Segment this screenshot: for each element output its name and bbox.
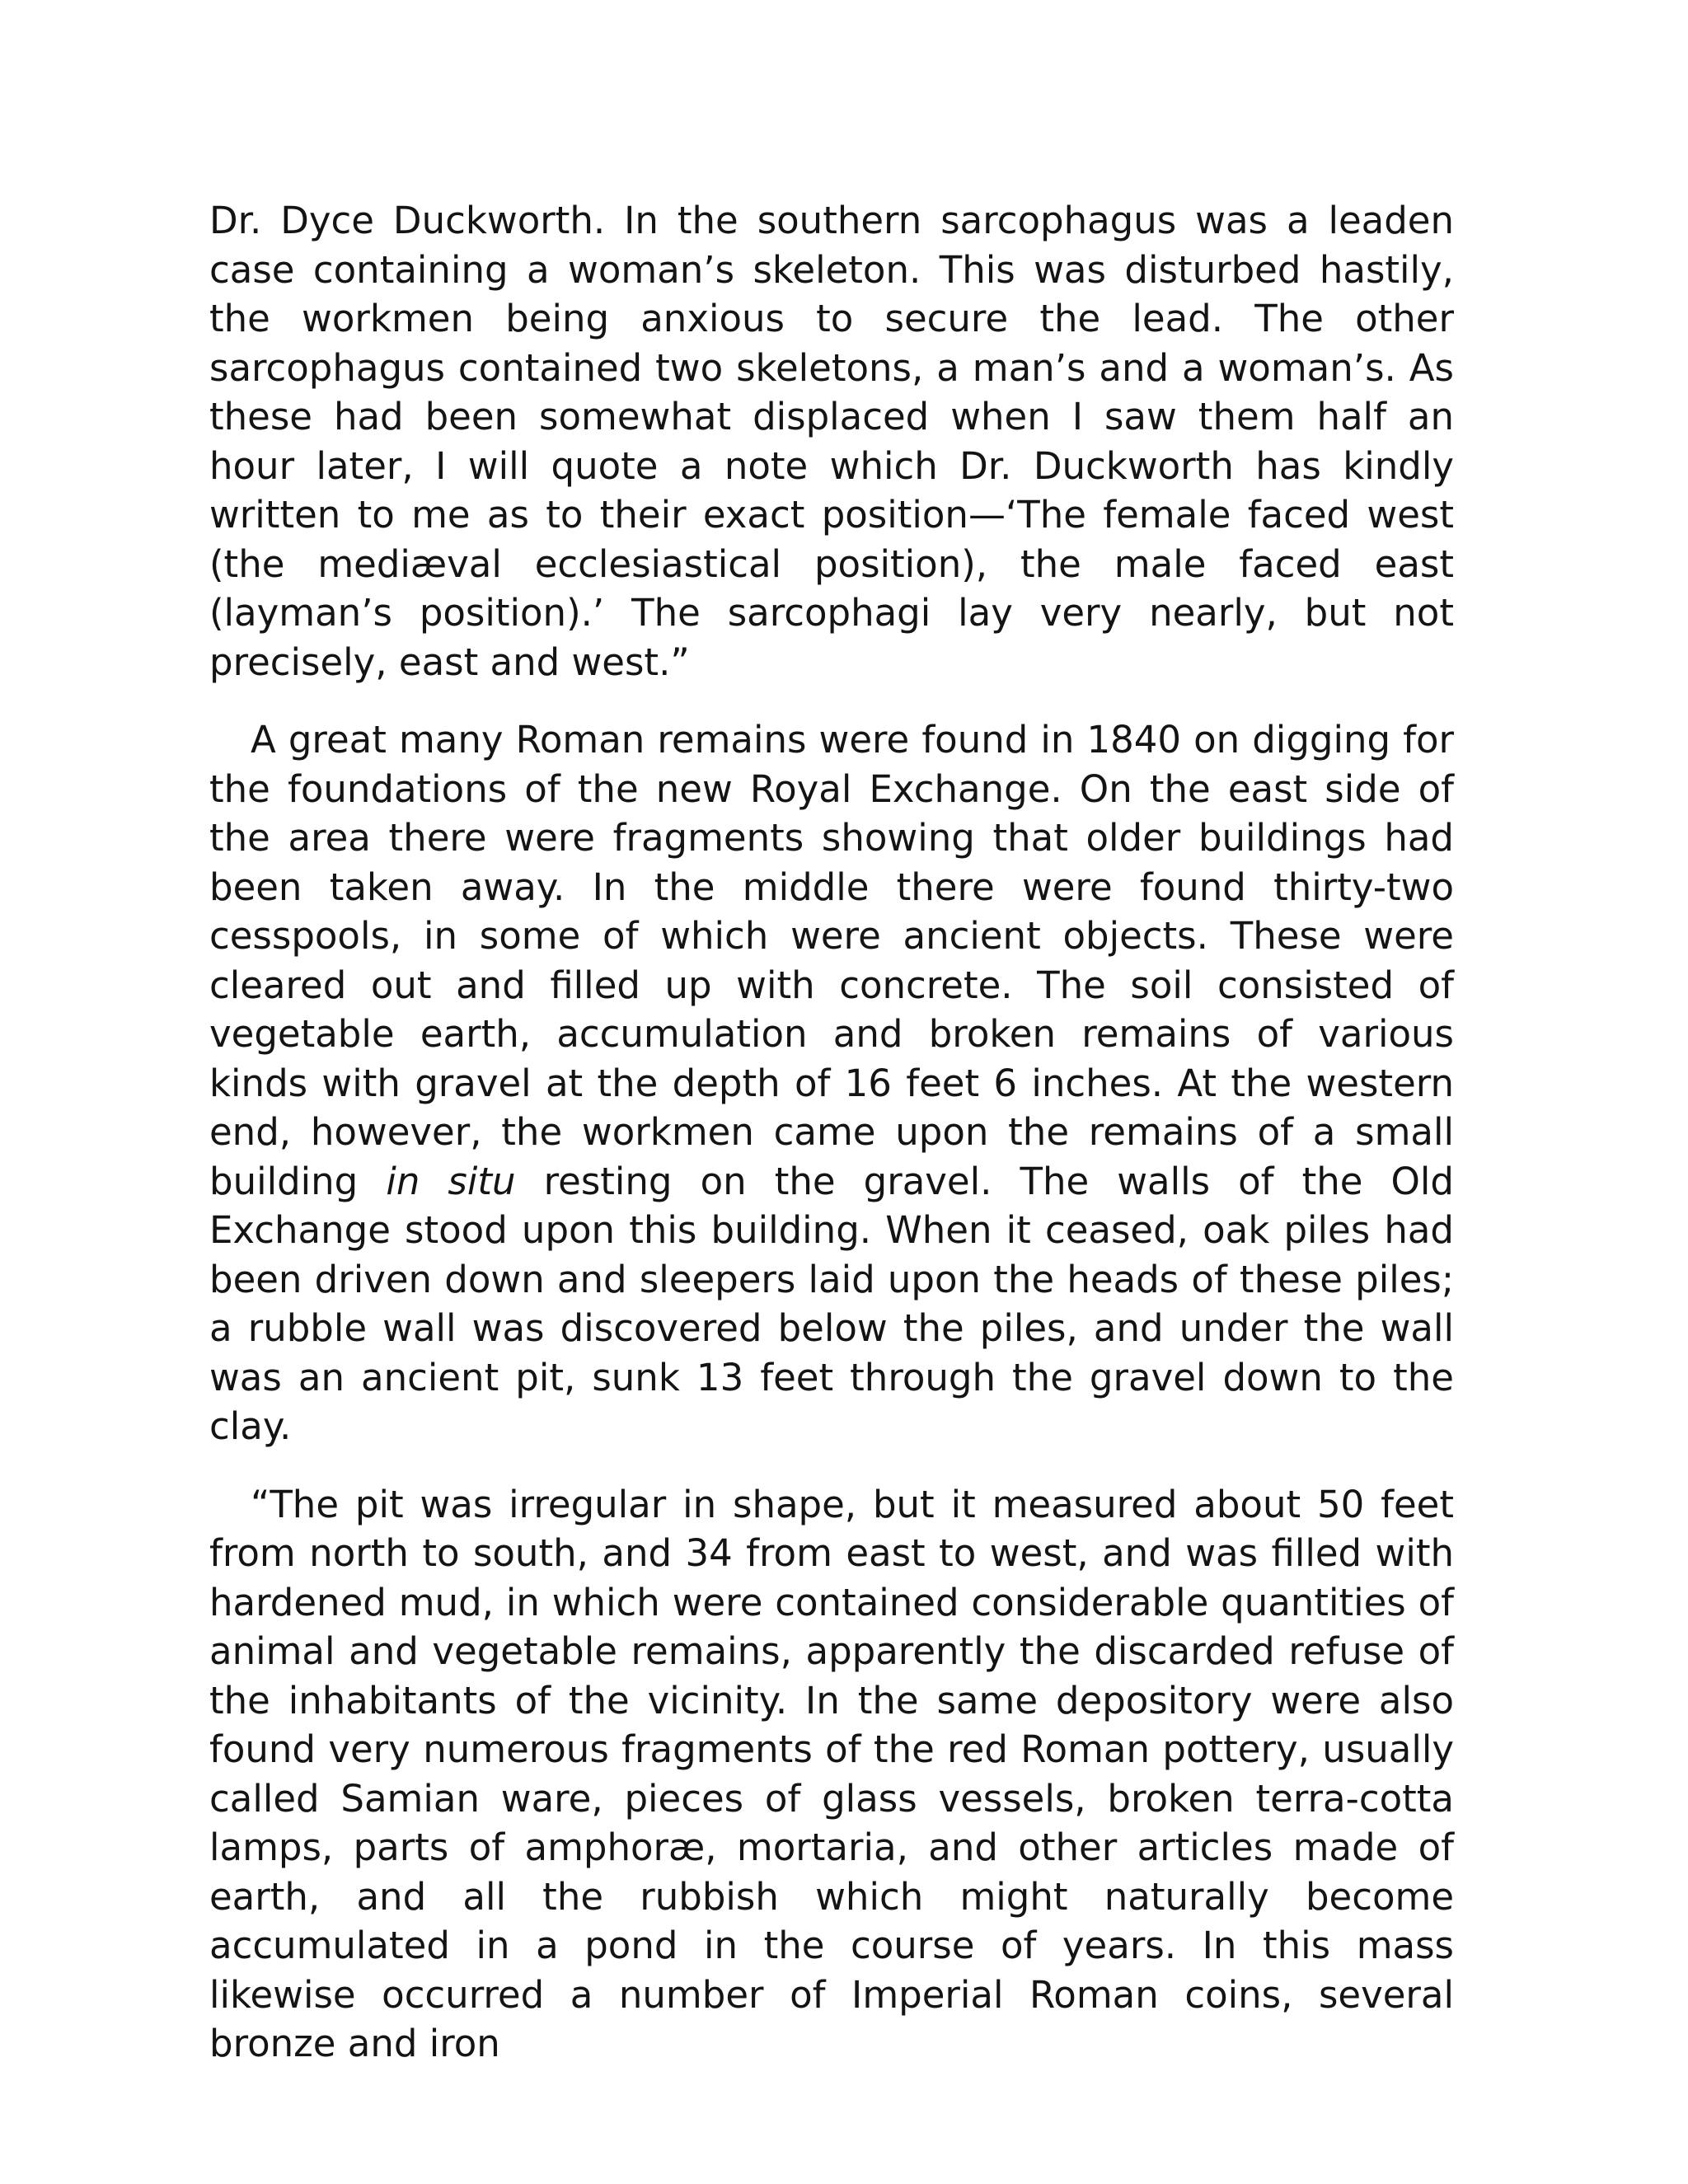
paragraph-3: “The pit was irregular in shape, but it measured about 50 feet from north to south, and 34 from east to west, and was filled with hardened mud, in which were contained considerable quantities of animal and vegetable remains, apparently the discarded refuse of the inhabitants of the vicinity. In the same depository were also found very numerous fragments of the red Roman pottery, usually called Samian ware, pieces of glass vessels, broken terra-cotta lamps, parts of amphoræ, mortaria, and other articles made of earth, and all the rubbish which might naturally become accumulated in a pond in the course of years. In this mass likewise occurred a number of Imperial Roman coins, several bronze and iron	[209, 1482, 1454, 2065]
paragraph-2-text-a: A great many Roman remains were found in 1840 on digging for the foundations of the new Royal Exchange. On the east side of the area there were fragments showing that older buildings had been taken away. In the middle there were found thirty-two cesspools, in some of which were ancient objects. These were cleared out and filled up with concrete. The soil consisted of vegetable earth, accumulation and broken remains of various kinds with gravel at the depth of 16 feet 6 inches. At the western end, however, the workmen came upon the remains of a small building	[209, 718, 1454, 1203]
paragraph-2	[209, 715, 1454, 1451]
paragraph-2-italic: in situ	[386, 1159, 516, 1203]
paragraph-1: Dr. Dyce Duckworth. In the southern sarcophagus was a leaden case containing a woman’s skeleton. This was disturbed hastily, the workmen being anxious to secure the lead. The other sarcophagus contained two skeletons, a man’s and a woman’s. As these had been somewhat displaced when I saw them half an hour later, I will quote a note which Dr. Duckworth has kindly written to me as to their exact position—‘The female faced west (the mediæval ecclesiastical position), the male faced east (layman’s position).’ The sarcophagi lay very nearly, but not precisely, east and west.”	[209, 199, 1454, 684]
body-text	[209, 196, 1454, 2097]
paragraph-2-text-b: resting on the gravel. The walls of the Old Exchange stood upon this building. When it ceased, oak piles had been driven down and sleepers laid upon the heads of these piles; a rubble wall was discovered below the piles, and under the wall was an ancient pit, sunk 13 feet through the gravel down to the clay.	[209, 1159, 1455, 1448]
